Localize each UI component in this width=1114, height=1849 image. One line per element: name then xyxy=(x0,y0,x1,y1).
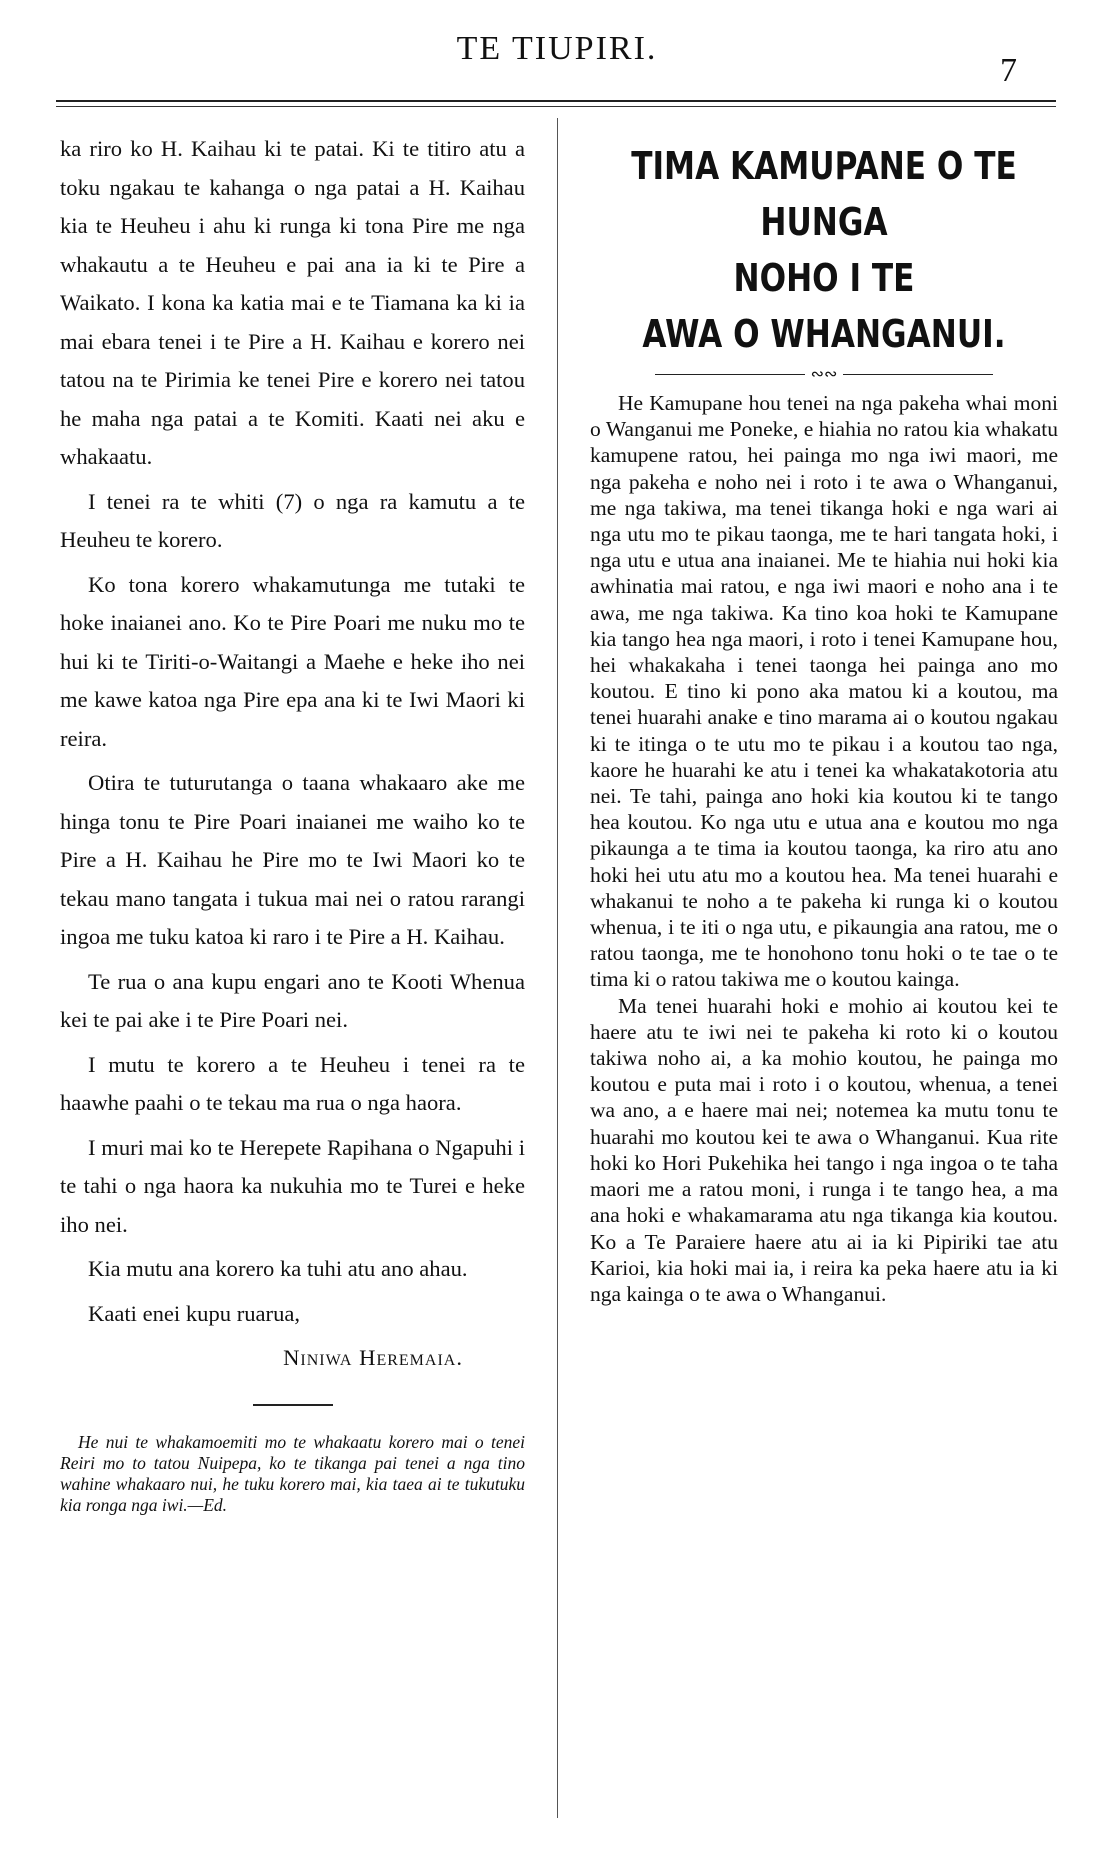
letter-signature: Niniwa Heremaia. xyxy=(283,1345,463,1370)
article-paragraph: He Kamupane hou tenei na nga pakeha whai moni o Wanganui me Poneke, e hiahia no ratou kia whakatu kamupene ratou, hei painga mo nga iwi maori, me nga pakeha e noho nei i roto i te awa o Whanganui, me nga takiwa, ma tenei tikanga hoki e nga wari ai nga utu mo te pikau taonga, me te hari tangata hoki, i nga utu e utua ana inaianei. Me te hiahia nui hoki kia awhinatia mai ratou, e nga iwi maori e noho ana i te awa, me nga takiwa. Ka tino koa hoki te Kamupane kia tango hea nga maori, i roto i tenei Kamupane hou, hei whakakaha i tenei taonga hei painga ano mo koutou. E tino ki pono aka matou ki a koutou, ma tenei huarahi anake e tino marama ai o koutou ngakau ki te itinga o te utu mo te pikau i a koutou tao nga, kaore he huarahi ke atu i tenei ka whakatakotoria atu nei. Te tahi, painga ano hoki kia koutou ki te tango hea koutou. Ko nga utu e utua ana e koutou mo nga pikaunga a te tima ia koutou taonga, ka riro atu ano hoki hei utu atu mo a koutou hea. Ma tenei huarahi e whakanui te noho a te pakeha ki runga ki o koutou whenua, i te iti o nga utu, e pikaungia ana ratou, me o ratou taonga, me te honohono tonu hoki o te tae o te tima ki o ratou takiwa me o koutou kainga. xyxy=(590,391,1058,992)
left-column xyxy=(60,130,525,1516)
ornament-divider xyxy=(590,364,1058,384)
header-rule-thin xyxy=(56,106,1056,107)
left-paragraph: ka riro ko H. Kaihau ki te patai. Ki te titiro atu a toku ngakau te kahanga o nga patai a H. Kaihau kia te Heuheu i ahu ki runga ki tona Pire me nga whakautu a te Heuheu e pai ana ia ki te Pire a Waikato. I kona ka katia mai e te Tiamana ka ki ia mai ebara tenei i te Pire a H. Kaihau e korero nei tatou na te Pirimia ke tenei Pire e korero nei tatou he maha nga patai a te Komiti. Kaati nei aku e whakaatu. xyxy=(60,136,525,469)
article-body xyxy=(590,390,1058,1307)
editor-note: He nui te whakamoemiti mo te whakaatu korero mai o tenei Reiri mo to tatou Nuipepa, ko te tikanga pai tenei a nga tino wahine whakaaro nui, he tuku korero mai, kia taea ai te tukutuku kia ronga nga iwi.—Ed. xyxy=(60,1431,525,1515)
article-paragraph: Ma tenei huarahi hoki e mohio ai koutou kei te haere atu te iwi nei te pakeha ki roto ki o koutou takiwa noho ai, a ka mohio koutou, he painga mo koutou e puta mai i roto i o koutou, whenua, a tenei wa ano, a e haere mai nei; notemea ka mutu tonu te huarahi mo koutou kei te awa o Whanganui. Kua rite hoki ko Hori Pukehika hei tango i nga ingoa o te taha maori me a ratou moni, i runga i te tango hea, a ma ana hoki e whakamarama atu nga tikanga kia koutou. Ko a Te Paraiere haere atu ai ia ki Pipiriki tae atu Karioi, kia hoki mai ia, i reira ka peka haere atu ia ki nga kainga o te awa o Whanganui. xyxy=(590,993,1058,1306)
page-title: TE TIUPIRI. xyxy=(456,30,658,67)
article-headline xyxy=(590,138,1057,362)
left-paragraph: I muri mai ko te Herepete Rapihana o Ngapuhi i te tahi o nga haora ka nukuhia mo te Turei e heke iho nei. xyxy=(60,1134,525,1237)
left-paragraph: Kaati enei kupu ruarua, xyxy=(88,1300,301,1326)
section-rule xyxy=(253,1404,333,1406)
left-paragraph: Ko tona korero whakamutunga me tutaki te hoke inaianei ano. Ko te Pire Poari me nuku mo te hui ki te Tiriti-o-Waitangi a Maehe e heke iho nei me kawe katoa nga Pire epa ana ki te Iwi Maori ki reira. xyxy=(60,571,525,751)
left-paragraph: Otira te tuturutanga o taana whakaaro ake me hinga tonu te Pire Poari inaianei me waiho ko te Pire a H. Kaihau he Pire mo te Iwi Maori ko te tekau mano tangata i tukua mai nei o ratou rarangi ingoa me tuku katoa ki raro i te Pire a H. Kaihau. xyxy=(60,770,525,949)
left-paragraph: I mutu te korero a te Heuheu i tenei ra te haawhe paahi o te tekau ma rua o nga haora. xyxy=(60,1051,525,1115)
headline-line: AWA O WHANGANUI. xyxy=(642,312,1006,356)
ornament-icon: ∾∾ xyxy=(810,366,838,383)
ornament-line xyxy=(843,374,993,375)
page-number: 7 xyxy=(1000,52,1017,89)
left-paragraph: Kia mutu ana korero ka tuhi atu ano ahau. xyxy=(88,1256,468,1281)
ornament-line xyxy=(655,374,805,375)
left-paragraph: Te rua o ana kupu engari ano te Kooti Whenua kei te pai ake i te Pire Poari nei. xyxy=(60,968,525,1032)
header-rule xyxy=(56,100,1056,102)
left-paragraph: I tenei ra te whiti (7) o nga ra kamutu a te Heuheu te korero. xyxy=(60,488,525,552)
headline-line: NOHO I TE xyxy=(733,256,915,300)
right-column xyxy=(590,138,1058,1307)
column-divider xyxy=(557,118,558,1818)
headline-line: TIMA KAMUPANE O TE HUNGA xyxy=(631,144,1017,244)
